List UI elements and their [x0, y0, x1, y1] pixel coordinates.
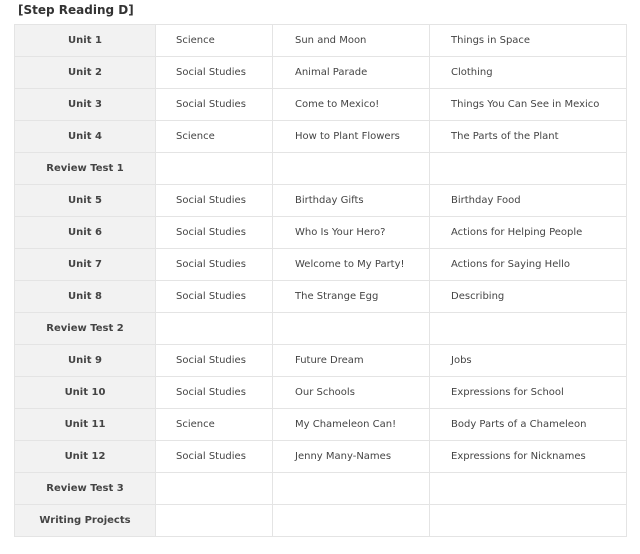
theme-cell [430, 313, 627, 345]
topic-cell: Come to Mexico! [273, 89, 430, 121]
unit-label: Unit 8 [15, 281, 156, 313]
theme-cell [430, 473, 627, 505]
unit-label: Unit 2 [15, 57, 156, 89]
unit-label: Unit 7 [15, 249, 156, 281]
subject-cell [156, 505, 273, 537]
topic-cell [273, 153, 430, 185]
theme-cell: Clothing [430, 57, 627, 89]
topic-cell: Birthday Gifts [273, 185, 430, 217]
unit-label: Unit 10 [15, 377, 156, 409]
subject-cell: Social Studies [156, 281, 273, 313]
topic-cell: How to Plant Flowers [273, 121, 430, 153]
topic-cell: Sun and Moon [273, 25, 430, 57]
curriculum-table [14, 24, 627, 537]
subject-cell [156, 473, 273, 505]
theme-cell: Jobs [430, 345, 627, 377]
table-row [15, 441, 627, 473]
theme-cell: Actions for Helping People [430, 217, 627, 249]
theme-cell: The Parts of the Plant [430, 121, 627, 153]
subject-cell: Science [156, 121, 273, 153]
subject-cell: Science [156, 25, 273, 57]
unit-label: Unit 1 [15, 25, 156, 57]
table-row [15, 345, 627, 377]
table-row [15, 409, 627, 441]
unit-label: Unit 3 [15, 89, 156, 121]
table-row [15, 505, 627, 537]
unit-label: Unit 6 [15, 217, 156, 249]
table-row [15, 377, 627, 409]
table-row [15, 153, 627, 185]
theme-cell [430, 505, 627, 537]
subject-cell: Social Studies [156, 377, 273, 409]
subject-cell: Social Studies [156, 441, 273, 473]
topic-cell: Who Is Your Hero? [273, 217, 430, 249]
subject-cell: Science [156, 409, 273, 441]
unit-label: Unit 9 [15, 345, 156, 377]
subject-cell: Social Studies [156, 345, 273, 377]
theme-cell: Body Parts of a Chameleon [430, 409, 627, 441]
unit-label: Review Test 1 [15, 153, 156, 185]
topic-cell: My Chameleon Can! [273, 409, 430, 441]
subject-cell: Social Studies [156, 89, 273, 121]
table-row [15, 121, 627, 153]
theme-cell: Describing [430, 281, 627, 313]
subject-cell: Social Studies [156, 185, 273, 217]
subject-cell [156, 313, 273, 345]
topic-cell: Future Dream [273, 345, 430, 377]
subject-cell: Social Studies [156, 217, 273, 249]
theme-cell: Birthday Food [430, 185, 627, 217]
topic-cell [273, 505, 430, 537]
unit-label: Review Test 2 [15, 313, 156, 345]
theme-cell [430, 153, 627, 185]
theme-cell: Things in Space [430, 25, 627, 57]
topic-cell [273, 473, 430, 505]
table-row [15, 57, 627, 89]
unit-label: Writing Projects [15, 505, 156, 537]
unit-label: Unit 5 [15, 185, 156, 217]
table-row [15, 313, 627, 345]
theme-cell: Actions for Saying Hello [430, 249, 627, 281]
unit-label: Unit 4 [15, 121, 156, 153]
table-row [15, 25, 627, 57]
table-row [15, 281, 627, 313]
unit-label: Review Test 3 [15, 473, 156, 505]
table-row [15, 249, 627, 281]
table-row [15, 473, 627, 505]
theme-cell: Things You Can See in Mexico [430, 89, 627, 121]
subject-cell: Social Studies [156, 57, 273, 89]
theme-cell: Expressions for School [430, 377, 627, 409]
unit-label: Unit 11 [15, 409, 156, 441]
topic-cell: The Strange Egg [273, 281, 430, 313]
table-body [15, 25, 627, 537]
table-row [15, 185, 627, 217]
topic-cell: Animal Parade [273, 57, 430, 89]
subject-cell: Social Studies [156, 249, 273, 281]
table-row [15, 89, 627, 121]
topic-cell: Welcome to My Party! [273, 249, 430, 281]
table-row [15, 217, 627, 249]
subject-cell [156, 153, 273, 185]
topic-cell: Jenny Many-Names [273, 441, 430, 473]
page-title: [Step Reading D] [18, 3, 134, 17]
topic-cell: Our Schools [273, 377, 430, 409]
topic-cell [273, 313, 430, 345]
unit-label: Unit 12 [15, 441, 156, 473]
theme-cell: Expressions for Nicknames [430, 441, 627, 473]
